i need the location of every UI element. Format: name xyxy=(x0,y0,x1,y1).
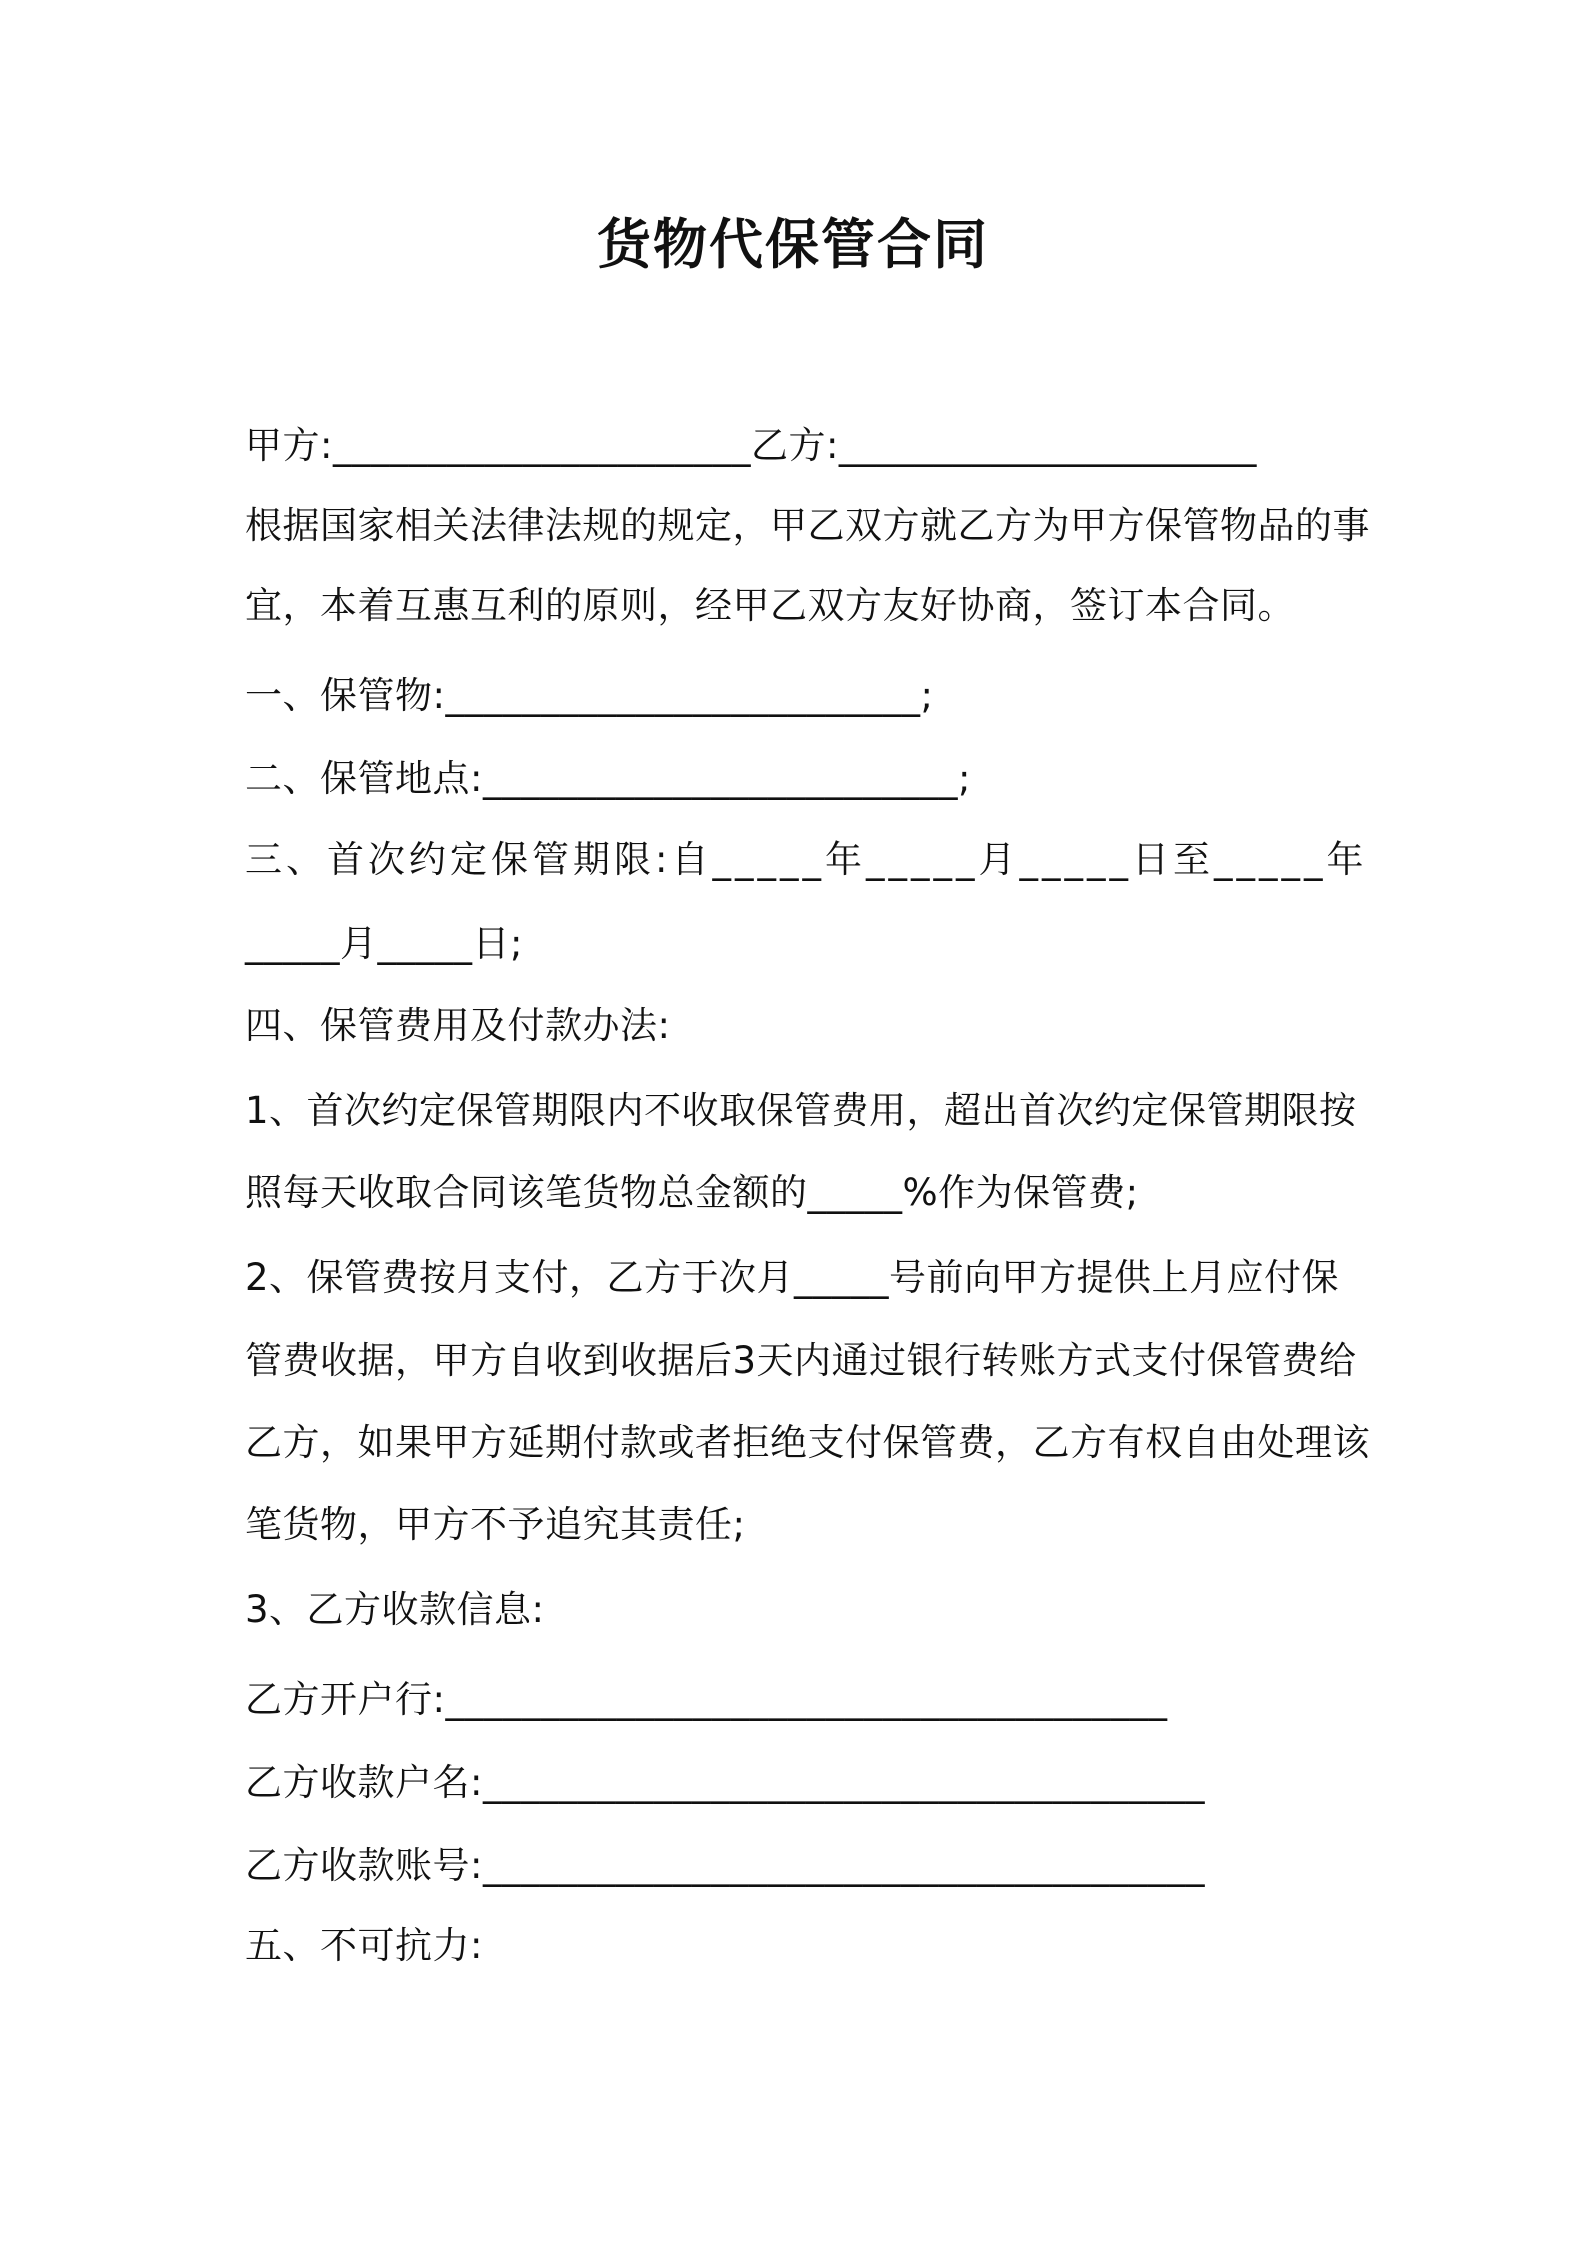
clause-4-1-line-1: 1、首次约定保管期限内不收取保管费用，超出首次约定保管期限按 xyxy=(245,1089,1357,1132)
clause-4-2-line-2: 管费收据，甲方自收到收据后3天内通过银行转账方式支付保管费给 xyxy=(245,1339,1357,1382)
bank-name-line: 乙方开户行:______________________________________ xyxy=(245,1678,1168,1721)
clause-4-1-line-2: 照每天收取合同该笔货物总金额的_____%作为保管费; xyxy=(245,1171,1139,1214)
clause-3-period-line-2: _____月_____日; xyxy=(245,922,523,965)
clause-4-3-heading: 3、乙方收款信息: xyxy=(245,1588,545,1631)
clause-4-heading: 四、保管费用及付款办法: xyxy=(245,1004,671,1047)
account-number-line: 乙方收款账号:______________________________________ xyxy=(245,1844,1205,1887)
clause-5-heading: 五、不可抗力: xyxy=(245,1924,483,1967)
document-title: 货物代保管合同 xyxy=(597,213,989,276)
clause-1-item: 一、保管物:_________________________; xyxy=(245,674,934,717)
account-name-line: 乙方收款户名:______________________________________ xyxy=(245,1761,1205,1804)
intro-line-2: 宜，本着互惠互利的原则，经甲乙双方友好协商，签订本合同。 xyxy=(245,584,1295,627)
party-line: 甲方:______________________乙方:______________________ xyxy=(245,424,1257,467)
clause-4-2-line-3: 乙方，如果甲方延期付款或者拒绝支付保管费，乙方有权自由处理该 xyxy=(245,1421,1370,1464)
intro-line-1: 根据国家相关法律法规的规定，甲乙双方就乙方为甲方保管物品的事 xyxy=(245,504,1370,547)
clause-2-location: 二、保管地点:_________________________; xyxy=(245,757,971,800)
clause-4-2-line-1: 2、保管费按月支付，乙方于次月_____号前向甲方提供上月应付保 xyxy=(245,1256,1340,1299)
clause-4-2-line-4: 笔货物，甲方不予追究其责任; xyxy=(245,1503,746,1546)
clause-3-period-line-1: 三、首次约定保管期限:自_____年_____月_____日至_____年 xyxy=(245,838,1368,881)
